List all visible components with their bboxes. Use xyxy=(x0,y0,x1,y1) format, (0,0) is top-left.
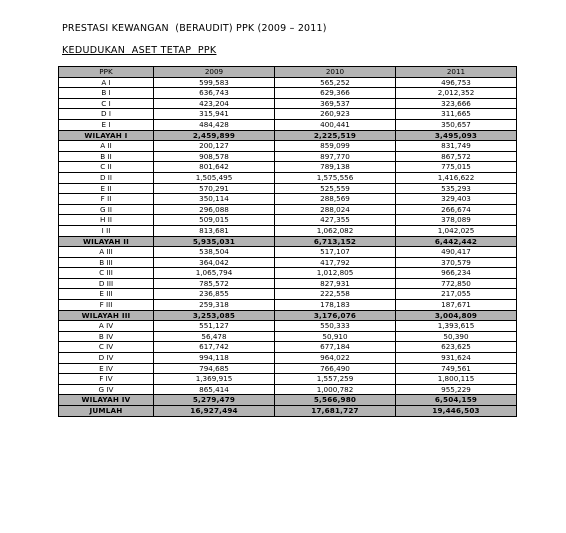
cell-2010: 2,225,519 xyxy=(275,130,396,141)
cell-2011: 187,671 xyxy=(396,300,517,311)
cell-2009: 785,572 xyxy=(154,278,275,289)
cell-2010: 525,559 xyxy=(275,183,396,194)
cell-ppk: F IV xyxy=(59,374,154,385)
cell-2011: 311,665 xyxy=(396,109,517,120)
cell-2009: 538,504 xyxy=(154,247,275,258)
table-row xyxy=(59,162,517,173)
cell-2009: 801,642 xyxy=(154,162,275,173)
table-row xyxy=(59,374,517,385)
table-row xyxy=(59,151,517,162)
cell-2010: 766,490 xyxy=(275,363,396,374)
cell-2009: 296,088 xyxy=(154,204,275,215)
cell-ppk: E IV xyxy=(59,363,154,374)
cell-ppk: B I xyxy=(59,88,154,99)
cell-2009: 1,505,495 xyxy=(154,172,275,183)
cell-2009: 5,935,031 xyxy=(154,236,275,247)
cell-2009: 908,578 xyxy=(154,151,275,162)
cell-ppk: C IV xyxy=(59,342,154,353)
header-2010: 2010 xyxy=(275,67,396,78)
cell-2011: 1,042,025 xyxy=(396,225,517,236)
cell-2011: 867,572 xyxy=(396,151,517,162)
cell-2011: 955,229 xyxy=(396,384,517,395)
cell-2009: 551,127 xyxy=(154,321,275,332)
cell-2011: 329,403 xyxy=(396,194,517,205)
cell-ppk: F II xyxy=(59,194,154,205)
cell-2011: 6,504,159 xyxy=(396,395,517,406)
cell-2011: 831,749 xyxy=(396,141,517,152)
cell-ppk: G II xyxy=(59,204,154,215)
cell-2011: 50,390 xyxy=(396,331,517,342)
table-row xyxy=(59,215,517,226)
cell-ppk: H II xyxy=(59,215,154,226)
cell-2010: 565,252 xyxy=(275,77,396,88)
cell-2010: 3,176,076 xyxy=(275,310,396,321)
cell-2011: 217,055 xyxy=(396,289,517,300)
cell-ppk: WILAYAH IV xyxy=(59,395,154,406)
cell-2009: 865,414 xyxy=(154,384,275,395)
cell-2011: 490,417 xyxy=(396,247,517,258)
cell-ppk: WILAYAH I xyxy=(59,130,154,141)
table-row xyxy=(59,278,517,289)
header-2011: 2011 xyxy=(396,67,517,78)
cell-2011: 966,234 xyxy=(396,268,517,279)
table-subtitle: KEDUDUKAN ASET TETAP PPK xyxy=(62,45,217,56)
cell-2011: 1,800,115 xyxy=(396,374,517,385)
cell-2009: 3,253,085 xyxy=(154,310,275,321)
cell-2009: 56,478 xyxy=(154,331,275,342)
cell-2011: 749,561 xyxy=(396,363,517,374)
cell-2011: 931,624 xyxy=(396,353,517,364)
table-row xyxy=(59,363,517,374)
cell-ppk: E I xyxy=(59,119,154,130)
table-row xyxy=(59,331,517,342)
table-row xyxy=(59,88,517,99)
cell-2009: 636,743 xyxy=(154,88,275,99)
cell-2010: 222,558 xyxy=(275,289,396,300)
table-row xyxy=(59,384,517,395)
cell-2010: 288,569 xyxy=(275,194,396,205)
cell-ppk: A IV xyxy=(59,321,154,332)
cell-ppk: A II xyxy=(59,141,154,152)
document-title: PRESTASI KEWANGAN (BERAUDIT) PPK (2009 – 2011) xyxy=(62,23,327,34)
cell-2011: 19,446,503 xyxy=(396,406,517,417)
table-row xyxy=(59,172,517,183)
cell-2009: 364,042 xyxy=(154,257,275,268)
cell-2009: 16,927,494 xyxy=(154,406,275,417)
cell-2011: 378,089 xyxy=(396,215,517,226)
cell-2010: 789,138 xyxy=(275,162,396,173)
cell-2011: 1,393,615 xyxy=(396,321,517,332)
cell-2009: 423,204 xyxy=(154,98,275,109)
cell-2011: 535,293 xyxy=(396,183,517,194)
cell-2011: 623,625 xyxy=(396,342,517,353)
cell-2010: 629,366 xyxy=(275,88,396,99)
cell-ppk: D I xyxy=(59,109,154,120)
cell-2010: 1,012,805 xyxy=(275,268,396,279)
cell-ppk: B III xyxy=(59,257,154,268)
cell-2011: 323,666 xyxy=(396,98,517,109)
cell-2010: 369,537 xyxy=(275,98,396,109)
cell-2009: 509,015 xyxy=(154,215,275,226)
table-body xyxy=(59,77,517,416)
cell-2009: 236,855 xyxy=(154,289,275,300)
cell-ppk: F III xyxy=(59,300,154,311)
cell-2011: 3,495,093 xyxy=(396,130,517,141)
cell-ppk: B IV xyxy=(59,331,154,342)
cell-2010: 677,184 xyxy=(275,342,396,353)
cell-ppk: JUMLAH xyxy=(59,406,154,417)
cell-2011: 1,416,622 xyxy=(396,172,517,183)
cell-2011: 350,657 xyxy=(396,119,517,130)
cell-2009: 2,459,899 xyxy=(154,130,275,141)
cell-2009: 484,428 xyxy=(154,119,275,130)
table-row xyxy=(59,119,517,130)
cell-2010: 400,441 xyxy=(275,119,396,130)
cell-2011: 496,753 xyxy=(396,77,517,88)
cell-ppk: I II xyxy=(59,225,154,236)
table-row xyxy=(59,77,517,88)
table-total-row xyxy=(59,395,517,406)
cell-2010: 6,713,152 xyxy=(275,236,396,247)
cell-2010: 260,923 xyxy=(275,109,396,120)
cell-2011: 3,004,809 xyxy=(396,310,517,321)
table-total-row xyxy=(59,406,517,417)
cell-ppk: WILAYAH III xyxy=(59,310,154,321)
cell-2010: 827,931 xyxy=(275,278,396,289)
cell-ppk: D III xyxy=(59,278,154,289)
cell-ppk: D II xyxy=(59,172,154,183)
table-total-row xyxy=(59,310,517,321)
cell-ppk: C III xyxy=(59,268,154,279)
cell-2010: 178,183 xyxy=(275,300,396,311)
table-row xyxy=(59,353,517,364)
cell-2010: 17,681,727 xyxy=(275,406,396,417)
cell-2010: 427,355 xyxy=(275,215,396,226)
table-total-row xyxy=(59,130,517,141)
table-row xyxy=(59,204,517,215)
table-row xyxy=(59,98,517,109)
cell-2010: 1,575,556 xyxy=(275,172,396,183)
cell-2009: 259,318 xyxy=(154,300,275,311)
cell-ppk: E III xyxy=(59,289,154,300)
table-row xyxy=(59,183,517,194)
cell-2011: 772,850 xyxy=(396,278,517,289)
cell-2009: 1,369,915 xyxy=(154,374,275,385)
table-row xyxy=(59,257,517,268)
cell-2011: 6,442,442 xyxy=(396,236,517,247)
cell-2010: 1,000,782 xyxy=(275,384,396,395)
cell-ppk: D IV xyxy=(59,353,154,364)
cell-ppk: A I xyxy=(59,77,154,88)
asset-table xyxy=(58,66,517,417)
cell-2010: 550,333 xyxy=(275,321,396,332)
cell-2011: 266,674 xyxy=(396,204,517,215)
cell-2009: 617,742 xyxy=(154,342,275,353)
table-header-row xyxy=(59,67,517,78)
table-row xyxy=(59,194,517,205)
cell-2009: 813,681 xyxy=(154,225,275,236)
table-row xyxy=(59,300,517,311)
cell-2010: 897,770 xyxy=(275,151,396,162)
cell-2009: 315,941 xyxy=(154,109,275,120)
table-row xyxy=(59,321,517,332)
cell-2009: 794,685 xyxy=(154,363,275,374)
table-row xyxy=(59,342,517,353)
table-row xyxy=(59,141,517,152)
cell-ppk: A III xyxy=(59,247,154,258)
cell-ppk: WILAYAH II xyxy=(59,236,154,247)
cell-2009: 5,279,479 xyxy=(154,395,275,406)
table-row xyxy=(59,247,517,258)
cell-2010: 288,024 xyxy=(275,204,396,215)
cell-2010: 964,022 xyxy=(275,353,396,364)
cell-2011: 2,012,352 xyxy=(396,88,517,99)
cell-ppk: E II xyxy=(59,183,154,194)
cell-2009: 994,118 xyxy=(154,353,275,364)
cell-2010: 1,557,259 xyxy=(275,374,396,385)
table-row xyxy=(59,268,517,279)
cell-2010: 50,910 xyxy=(275,331,396,342)
cell-2011: 370,579 xyxy=(396,257,517,268)
table-total-row xyxy=(59,236,517,247)
table-row xyxy=(59,225,517,236)
cell-2011: 775,015 xyxy=(396,162,517,173)
cell-2009: 200,127 xyxy=(154,141,275,152)
cell-2010: 859,099 xyxy=(275,141,396,152)
header-ppk: PPK xyxy=(59,67,154,78)
header-2009: 2009 xyxy=(154,67,275,78)
cell-ppk: C I xyxy=(59,98,154,109)
cell-2009: 570,291 xyxy=(154,183,275,194)
cell-2009: 350,114 xyxy=(154,194,275,205)
cell-2010: 1,062,082 xyxy=(275,225,396,236)
cell-2010: 417,792 xyxy=(275,257,396,268)
cell-ppk: B II xyxy=(59,151,154,162)
cell-2009: 1,065,794 xyxy=(154,268,275,279)
cell-ppk: G IV xyxy=(59,384,154,395)
cell-2010: 5,566,980 xyxy=(275,395,396,406)
cell-ppk: C II xyxy=(59,162,154,173)
table-row xyxy=(59,289,517,300)
cell-2010: 517,107 xyxy=(275,247,396,258)
cell-2009: 599,583 xyxy=(154,77,275,88)
table-row xyxy=(59,109,517,120)
